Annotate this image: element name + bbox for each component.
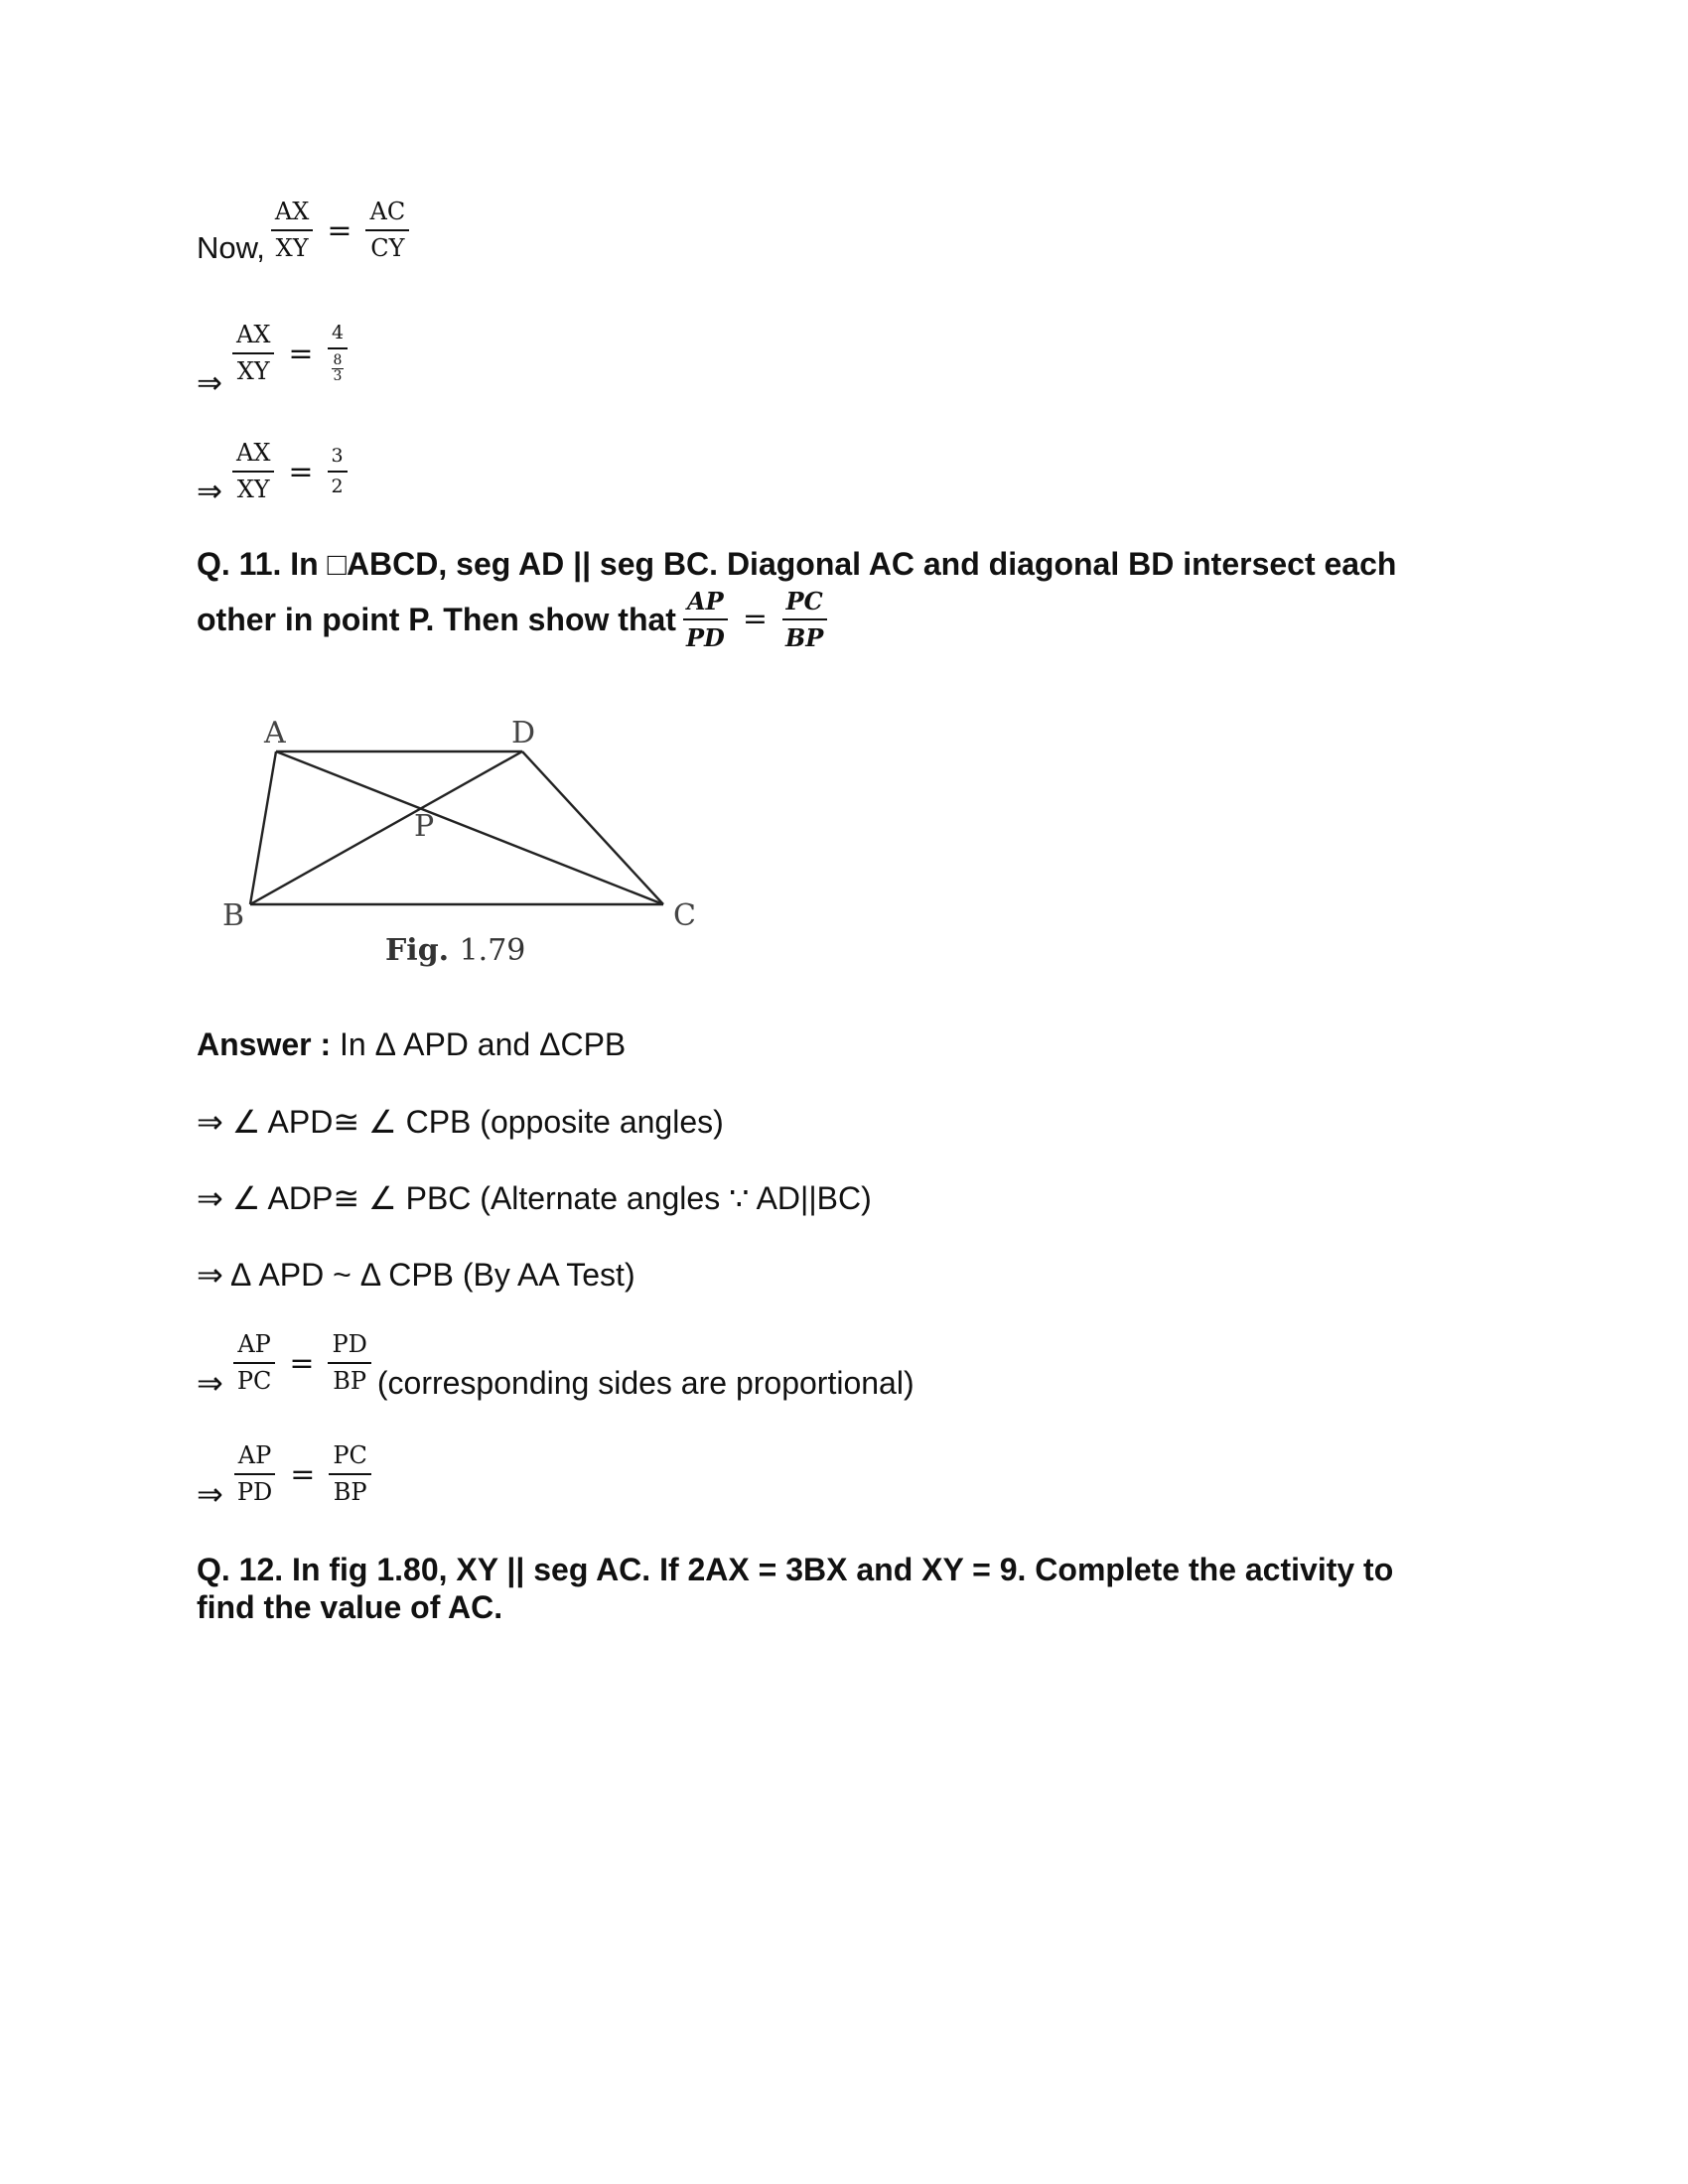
nested-numerator: 8	[333, 351, 343, 368]
denominator: PC	[236, 1366, 272, 1395]
vertex-label-d: D	[511, 716, 536, 751]
vertex-label-a: A	[264, 716, 286, 751]
denominator: XY	[236, 356, 270, 385]
implies-arrow: ⇒	[197, 474, 222, 508]
equals-sign: =	[288, 454, 314, 489]
figure-caption-number: 1.79	[459, 933, 526, 968]
diagonal-bd	[250, 751, 522, 904]
implies-arrow: ⇒	[197, 1476, 223, 1512]
denominator: XY	[236, 475, 270, 503]
figure-caption-prefix: Fig.	[385, 933, 450, 968]
side-ab	[250, 751, 276, 904]
implies-arrow: ⇒	[197, 365, 222, 400]
question-11-text: other in point P. Then show that	[197, 602, 676, 638]
denominator: XY	[275, 233, 309, 262]
question-11-line1: Q. 11. In □ABCD, seg AD || seg BC. Diagonal AC and diagonal BD intersect each	[197, 546, 1397, 582]
equals-sign: =	[327, 212, 352, 248]
numerator: AX	[232, 322, 274, 354]
denominator: BP	[333, 1477, 367, 1506]
answer-ratio-1	[197, 1324, 914, 1402]
answer-line-1: ⇒ ∠ APD≅ ∠ CPB (opposite angles)	[197, 1104, 724, 1140]
now-label: Now,	[197, 230, 265, 265]
numerator: AC	[365, 199, 409, 231]
denominator: CY	[370, 233, 405, 262]
numerator: AP	[233, 1331, 274, 1364]
question-12-line1: Q. 12. In fig 1.80, XY || seg AC. If 2AX = 3BX and XY = 9. Complete the activity to	[197, 1552, 1394, 1587]
fraction-pc-bp	[329, 1442, 371, 1506]
numerator: PC	[782, 588, 827, 620]
numerator: 4	[328, 323, 348, 349]
figure-caption	[385, 933, 525, 968]
fraction-pd-bp	[328, 1331, 370, 1395]
numerator: 3	[328, 446, 348, 473]
answer-intro-text: In Δ APD and ΔCPB	[340, 1026, 627, 1062]
side-dc	[522, 751, 663, 904]
answer-line-2: ⇒ ∠ ADP≅ ∠ PBC (Alternate angles ∵ AD||BC)	[197, 1180, 872, 1216]
implies-arrow: ⇒	[197, 1365, 223, 1401]
numerator: AP	[683, 588, 728, 620]
denominator: 2	[331, 475, 344, 497]
equals-sign: =	[742, 602, 768, 637]
question-12-line2: find the value of AC.	[197, 1589, 503, 1625]
answer-line-3: ⇒ Δ APD ~ Δ CPB (By AA Test)	[197, 1257, 635, 1293]
answer-intro	[197, 1026, 626, 1063]
numerator: PC	[329, 1442, 371, 1475]
nested-denominator-value: 3	[333, 367, 343, 384]
fraction-ap-pd	[233, 1442, 276, 1506]
numerator: AX	[271, 199, 313, 231]
numerator: AP	[234, 1442, 275, 1475]
fraction-ap-pc	[233, 1331, 276, 1395]
answer-label: Answer :	[197, 1026, 332, 1062]
vertex-label-b: B	[222, 898, 245, 933]
vertex-label-c: C	[673, 898, 696, 933]
ratio-note: (corresponding sides are proportional)	[376, 1364, 914, 1401]
question-12	[197, 1551, 1487, 1626]
diagonal-ac	[276, 751, 663, 904]
trapezium-figure	[0, 0, 1688, 993]
denominator: PD	[236, 1477, 273, 1506]
point-label-p: P	[414, 809, 435, 844]
denominator: BP	[333, 1366, 367, 1395]
numerator: AX	[232, 440, 274, 473]
numerator: PD	[328, 1331, 370, 1364]
equals-sign: =	[289, 1345, 315, 1381]
answer-ratio-2	[197, 1435, 377, 1513]
denominator: PD	[685, 622, 725, 652]
equals-sign: =	[290, 1456, 316, 1492]
denominator: BP	[784, 622, 824, 652]
equals-sign: =	[288, 336, 314, 371]
